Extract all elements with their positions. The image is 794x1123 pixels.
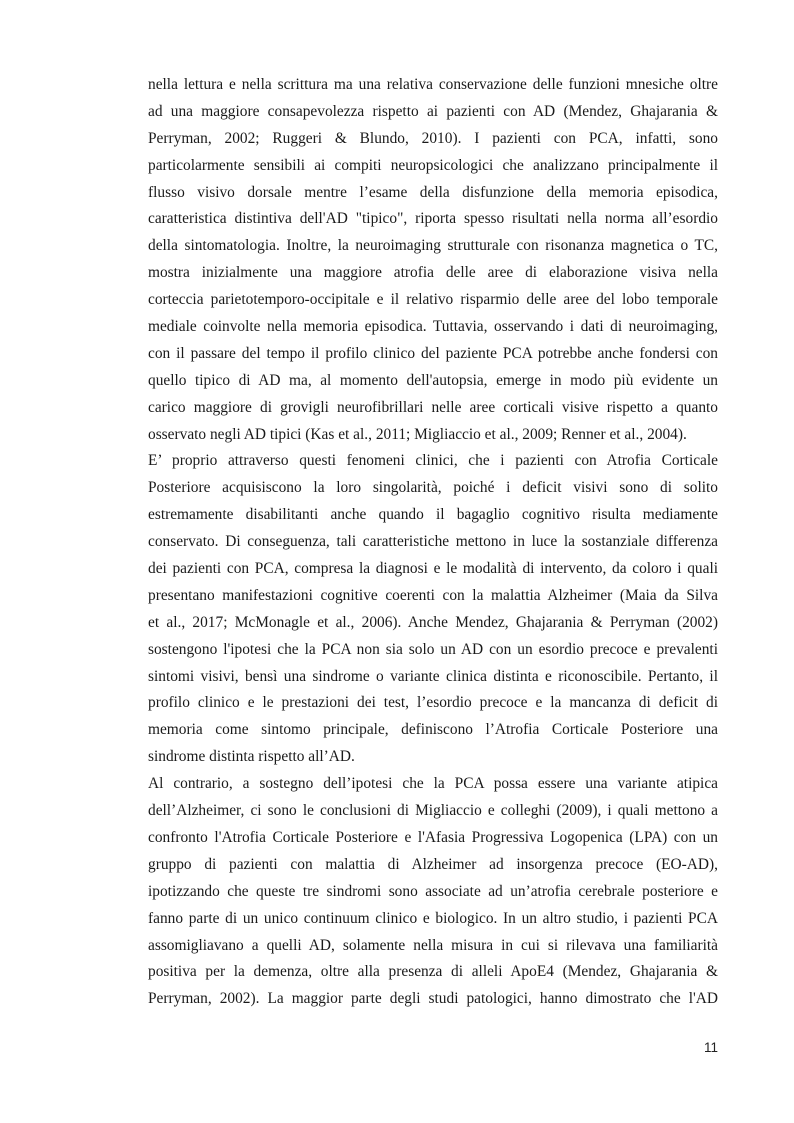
text-line: mostra inizialmente una maggiore atrofia delle aree di elaborazione visiva nella (148, 264, 718, 282)
text-line: nella lettura e nella scrittura ma una relativa conservazione delle funzioni mnesiche oltre (148, 76, 718, 93)
text-line: ipotizzando che queste tre sindromi sono associate ad un’atrofia cerebrale posteriore e (148, 882, 718, 900)
text-line: sostengono l'ipotesi che la PCA non sia solo un AD con un esordio precoce e prevalenti (148, 640, 718, 658)
text-line: della sintomatologia. Inoltre, la neuroimaging strutturale con risonanza magnetica o TC, (148, 237, 718, 255)
text-line: profilo clinico e le prestazioni dei test, l’esordio precoce e la mancanza di deficit di (148, 694, 718, 712)
text-line: sindrome distinta rispetto all’AD. (148, 748, 355, 766)
text-line: Al contrario, a sostegno dell’ipotesi che la PCA possa essere una variante atipica (148, 775, 718, 793)
text-line: corteccia parietotemporo-occipitale e il relativo risparmio delle aree del lobo temporale (148, 291, 718, 309)
text-line: Perryman, 2002). La maggior parte degli studi patologici, hanno dimostrato che l'AD (148, 990, 718, 1008)
text-line: particolarmente sensibili ai compiti neuropsicologici che analizzano principalmente il (148, 156, 718, 174)
text-line: conservato. Di conseguenza, tali caratteristiche mettono in luce la sostanziale differenza (148, 533, 718, 551)
text-line: osservato negli AD tipici (Kas et al., 2011; Migliaccio et al., 2009; Renner et al., 2004). (148, 425, 687, 443)
text-line: Perryman, 2002; Ruggeri & Blundo, 2010). I pazienti con PCA, infatti, sono (148, 129, 718, 147)
text-line: estremamente disabilitanti anche quando il bagaglio cognitivo risulta mediamente (148, 506, 718, 524)
text-line: ad una maggiore consapevolezza rispetto ai pazienti con AD (Mendez, Ghajarania & (148, 102, 718, 120)
text-line: positiva per la demenza, oltre alla presenza di alleli ApoE4 (Mendez, Ghajarania & (148, 963, 718, 981)
text-line: caratteristica distintiva dell'AD "tipico", riporta spesso risultati nella norma all’esordio (148, 210, 718, 228)
text-line: sintomi visivi, bensì una sindrome o variante clinica distinta e riconoscibile. Pertanto, il (148, 667, 718, 685)
text-line: E’ proprio attraverso questi fenomeni clinici, che i pazienti con Atrofia Corticale (148, 452, 718, 470)
text-line: fanno parte di un unico continuum clinico e biologico. In un altro studio, i pazienti PCA (148, 909, 718, 927)
text-line: memoria come sintomo principale, definiscono l’Atrofia Corticale Posteriore una (148, 721, 718, 739)
text-line: flusso visivo dorsale mentre l’esame della disfunzione della memoria episodica, (148, 183, 718, 201)
text-line: con il passare del tempo il profilo clinico del paziente PCA potrebbe anche fondersi con (148, 344, 718, 362)
text-line: mediale coinvolte nella memoria episodica. Tuttavia, osservando i dati di neuroimaging, (148, 318, 718, 336)
text-line: quello tipico di AD ma, al momento dell'autopsia, emerge in modo più evidente un (148, 371, 718, 389)
text-line: et al., 2017; McMonagle et al., 2006). Anche Mendez, Ghajarania & Perryman (2002) (148, 613, 718, 631)
text-line: gruppo di pazienti con malattia di Alzheimer ad insorgenza precoce (EO-AD), (148, 855, 718, 873)
text-line: Posteriore acquisiscono la loro singolarità, poiché i deficit visivi sono di solito (148, 479, 718, 497)
page-number: 11 (703, 1040, 718, 1055)
text-line: presentano manifestazioni cognitive coerenti con la malattia Alzheimer (Maia da Silva (148, 586, 718, 604)
text-line: assomigliavano a quelli AD, solamente nella misura in cui si rilevava una familiarità (148, 936, 718, 954)
body-text (148, 72, 718, 1013)
text-line: dei pazienti con PCA, compresa la diagnosi e le modalità di intervento, da coloro i quali (148, 560, 718, 578)
text-line: confronto l'Atrofia Corticale Posteriore e l'Afasia Progressiva Logopenica (LPA) con un (148, 828, 718, 846)
text-line: dell’Alzheimer, ci sono le conclusioni di Migliaccio e colleghi (2009), i quali mettono a (148, 802, 718, 820)
text-line: carico maggiore di grovigli neurofibrillari nelle aree corticali visive rispetto a quanto (148, 398, 718, 416)
